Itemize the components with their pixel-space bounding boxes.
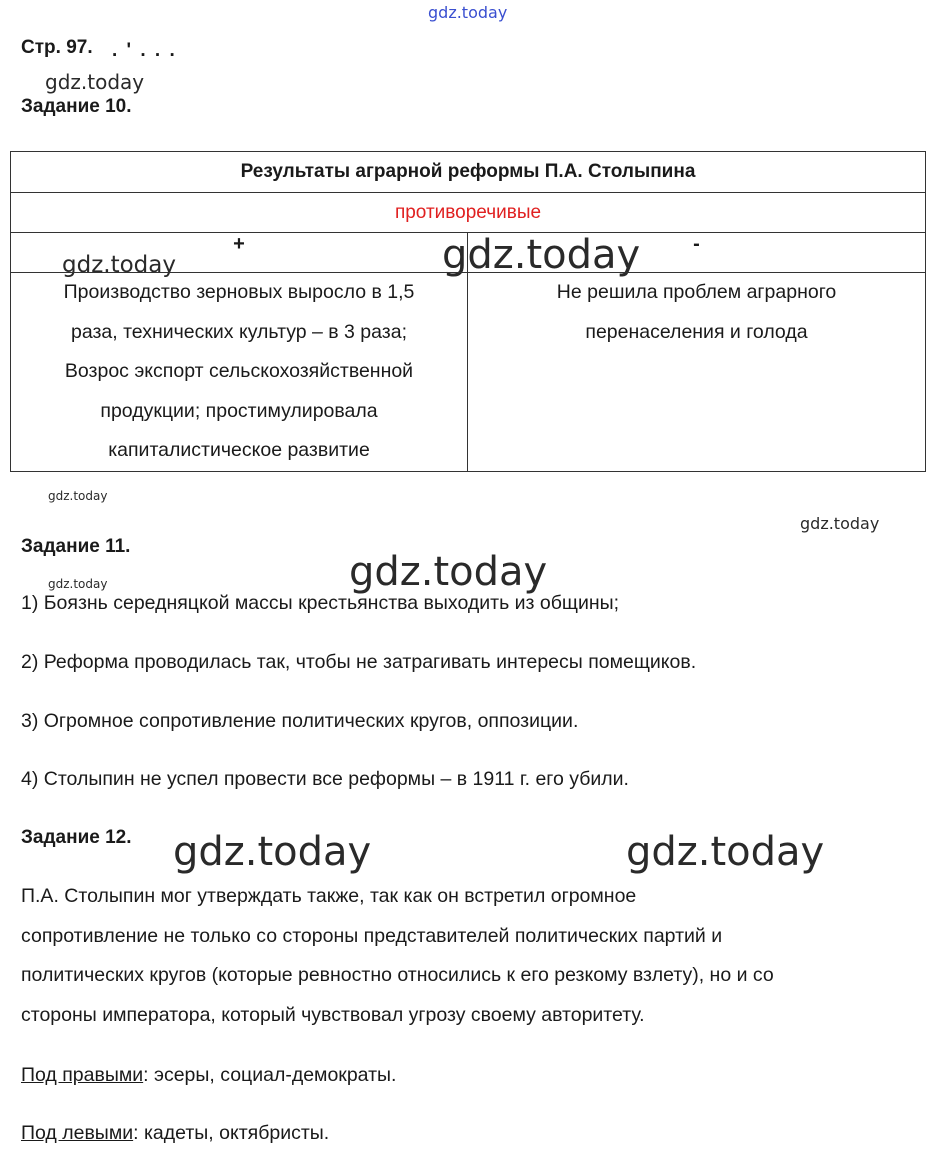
left-label: Под левыми bbox=[21, 1122, 134, 1144]
task11-item: 2) Реформа проводилась так, чтобы не затрагивать интересы помещиков. bbox=[21, 651, 697, 673]
watermark: gdz.today bbox=[349, 549, 548, 595]
right-parties-line bbox=[21, 1064, 396, 1087]
right-label: Под правыми bbox=[21, 1064, 144, 1086]
task12-line: П.А. Столыпин мог утверждать также, так как он встретил огромное bbox=[21, 885, 637, 907]
page-ref: Стр. 97. bbox=[21, 37, 93, 58]
task11-heading: Задание 11. bbox=[21, 536, 131, 557]
watermark: gdz.today bbox=[173, 829, 372, 875]
table-subtitle: противоречивые bbox=[11, 193, 926, 233]
plus-cell bbox=[11, 273, 468, 472]
task12-line: сопротивление не только со стороны представителей политических партий и bbox=[21, 924, 723, 947]
plus-line: капиталистическое развитие bbox=[108, 439, 370, 461]
minus-line: перенаселения и голода bbox=[585, 320, 808, 343]
minus-cell bbox=[468, 273, 926, 472]
plus-line: Возрос экспорт сельскохозяйственной bbox=[64, 360, 414, 382]
plus-line: Производство зерновых выросло в 1,5 bbox=[63, 281, 415, 303]
task12-paragraph bbox=[21, 877, 921, 1035]
task12-line: стороны императора, который чувствовал угрозу своему авторитету. bbox=[21, 1003, 645, 1026]
task12-heading: Задание 12. bbox=[21, 827, 132, 848]
watermark: gdz.today bbox=[62, 252, 176, 278]
reform-results-table bbox=[10, 151, 926, 472]
minus-header: - bbox=[468, 233, 926, 273]
watermark: gdz.today bbox=[800, 514, 880, 533]
faded-title-remnant: . ' . . . bbox=[112, 40, 177, 61]
task10-heading: Задание 10. bbox=[21, 96, 132, 117]
task11-item: 1) Боязнь середняцкой массы крестьянства выходить из общины; bbox=[21, 592, 620, 614]
left-parties-line bbox=[21, 1122, 329, 1145]
table-title: Результаты аграрной реформы П.А. Столыпина bbox=[11, 152, 926, 193]
plus-line: продукции; простимулировала bbox=[100, 399, 378, 422]
watermark-top: gdz.today bbox=[428, 3, 508, 22]
watermark: gdz.today bbox=[442, 232, 641, 278]
watermark: gdz.today bbox=[48, 577, 108, 591]
task12-line: политических кругов (которые ревностно относились к его резкому взлету), но и со bbox=[21, 964, 774, 986]
plus-line: раза, технических культур – в 3 раза; bbox=[71, 320, 407, 343]
left-text: : кадеты, октябристы. bbox=[133, 1122, 330, 1144]
watermark: gdz.today bbox=[48, 489, 108, 503]
task11-item: 3) Огромное сопротивление политических кругов, оппозиции. bbox=[21, 710, 579, 732]
minus-line: Не решила проблем аграрного bbox=[556, 281, 837, 303]
plus-header: + bbox=[11, 233, 468, 273]
task11-item: 4) Столыпин не успел провести все реформы – в 1911 г. его убили. bbox=[21, 768, 629, 790]
right-text: : эсеры, социал-демократы. bbox=[143, 1064, 397, 1086]
watermark: gdz.today bbox=[626, 829, 825, 875]
watermark: gdz.today bbox=[45, 70, 145, 94]
